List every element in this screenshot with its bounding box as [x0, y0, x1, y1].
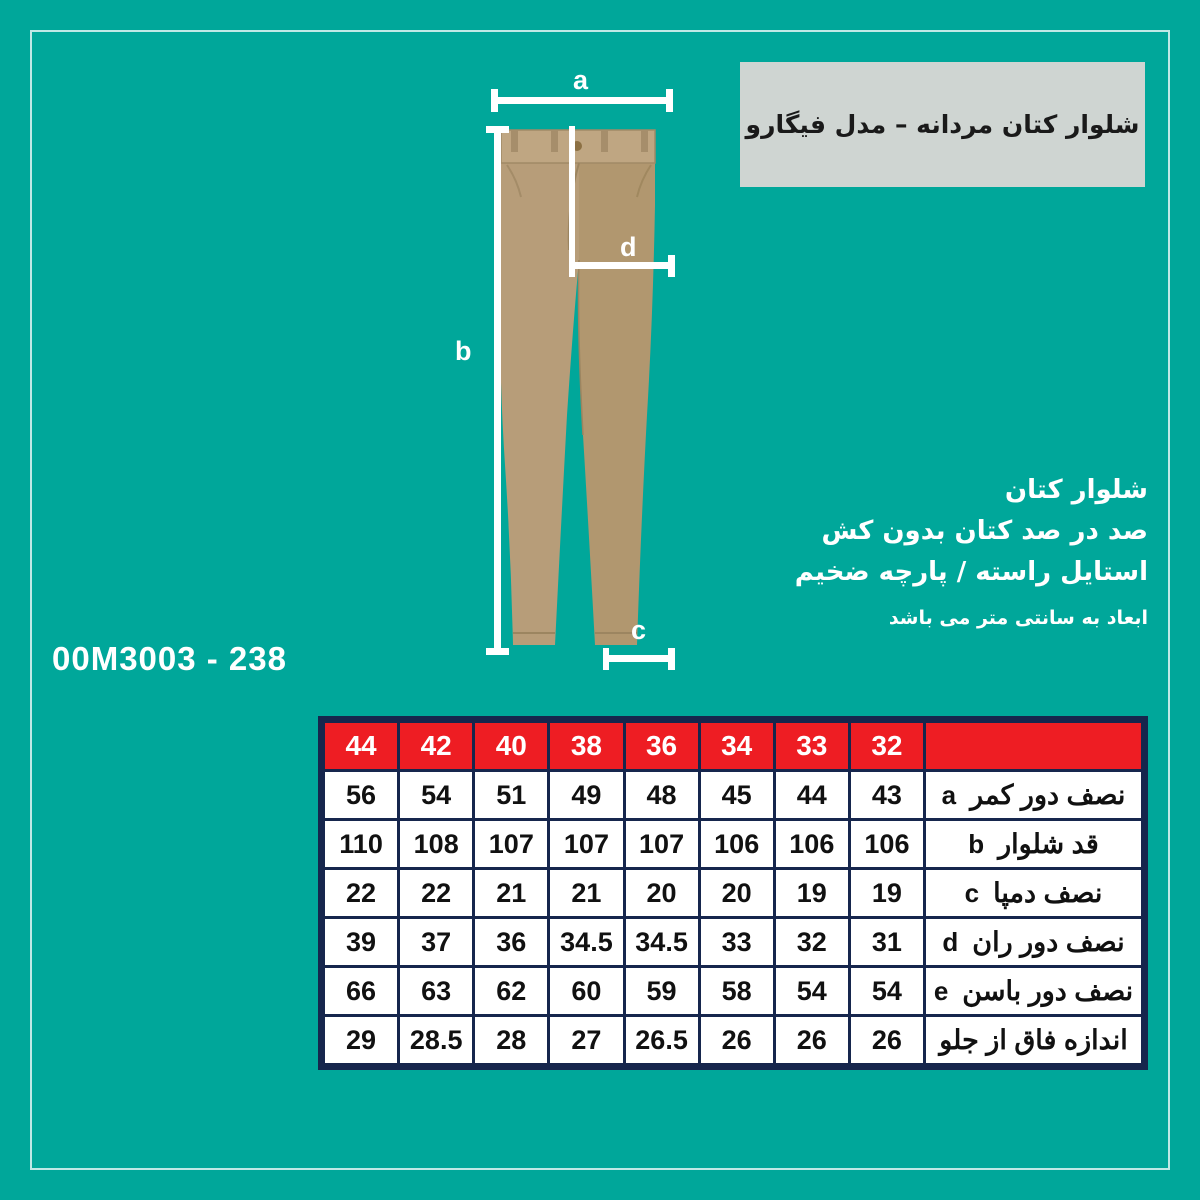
header-size-34: 34: [701, 723, 773, 769]
cell-r5-c1: 28.5: [400, 1017, 472, 1063]
header-size-40: 40: [475, 723, 547, 769]
row-label-a-letter: a: [941, 779, 957, 810]
row-label-c-letter: c: [964, 877, 980, 908]
cell-r1-c0: 110: [325, 821, 397, 867]
table-row: [325, 772, 1141, 818]
row-label-b-text: قد شلوار: [998, 828, 1099, 859]
table-row: [325, 919, 1141, 965]
product-description: [728, 470, 1148, 633]
cell-r2-c4: 20: [626, 870, 698, 916]
cell-r2-c6: 19: [776, 870, 848, 916]
measure-cap-b-top: [486, 126, 509, 133]
description-line-2: صد در صد کتان بدون کش: [821, 516, 1148, 547]
measure-label-b: b: [455, 336, 472, 366]
cell-r3-c5: 33: [701, 919, 773, 965]
measure-cap-c-left: [603, 648, 609, 670]
measure-cap-c-right: [668, 648, 675, 670]
cell-r1-c4: 107: [626, 821, 698, 867]
cell-r3-c2: 36: [475, 919, 547, 965]
row-label-a-text: نصف دور کمر: [970, 779, 1126, 810]
cell-r0-c0: 56: [325, 772, 397, 818]
row-label-b: [926, 821, 1141, 867]
cell-r5-c2: 28: [475, 1017, 547, 1063]
header-size-36: 36: [626, 723, 698, 769]
header-size-33: 33: [776, 723, 848, 769]
cell-r0-c3: 49: [550, 772, 622, 818]
cell-r4-c3: 60: [550, 968, 622, 1014]
measure-line-b: [494, 128, 501, 655]
cell-r4-c5: 58: [701, 968, 773, 1014]
cell-r3-c3: 34.5: [550, 919, 622, 965]
measure-cap-a-right: [666, 89, 673, 112]
measure-guide-d-vertical: [569, 126, 575, 264]
row-label-rise: [926, 1017, 1141, 1063]
cell-r0-c7: 43: [851, 772, 923, 818]
header-size-44: 44: [325, 723, 397, 769]
header-label-blank: [926, 723, 1141, 769]
cell-r1-c6: 106: [776, 821, 848, 867]
product-title: شلوار کتان مردانه – مدل فیگارو: [745, 110, 1140, 139]
measure-cap-d-right: [668, 255, 675, 277]
cell-r5-c0: 29: [325, 1017, 397, 1063]
measure-line-d: [569, 262, 675, 269]
table-row: [325, 870, 1141, 916]
row-label-d-text: نصف دور ران: [972, 926, 1125, 957]
size-table: [322, 720, 1144, 1066]
table-row: [325, 1017, 1141, 1063]
description-line-3: استایل راسته / پارچه ضخیم: [794, 557, 1148, 588]
cell-r2-c0: 22: [325, 870, 397, 916]
cell-r4-c7: 54: [851, 968, 923, 1014]
cell-r3-c4: 34.5: [626, 919, 698, 965]
measure-cap-d-left: [569, 255, 575, 277]
row-label-d-letter: d: [942, 926, 959, 957]
description-note: ابعاد به سانتی متر می باشد: [888, 607, 1148, 630]
row-label-a: [926, 772, 1141, 818]
header-size-38: 38: [550, 723, 622, 769]
measure-cap-b-bottom: [486, 648, 509, 655]
cell-r4-c1: 63: [400, 968, 472, 1014]
header-size-32: 32: [851, 723, 923, 769]
table-row: [325, 821, 1141, 867]
row-label-c: [926, 870, 1141, 916]
cell-r4-c2: 62: [475, 968, 547, 1014]
cell-r5-c4: 26.5: [626, 1017, 698, 1063]
cell-r3-c6: 32: [776, 919, 848, 965]
cell-r5-c7: 26: [851, 1017, 923, 1063]
cell-r0-c6: 44: [776, 772, 848, 818]
cell-r2-c1: 22: [400, 870, 472, 916]
cell-r1-c3: 107: [550, 821, 622, 867]
product-code: 00M3003 - 238: [52, 640, 287, 677]
cell-r4-c6: 54: [776, 968, 848, 1014]
measure-cap-a-left: [491, 89, 498, 112]
row-label-d: [926, 919, 1141, 965]
measure-line-c: [603, 655, 675, 662]
cell-r0-c1: 54: [400, 772, 472, 818]
measure-label-d: d: [620, 232, 637, 262]
measure-line-a: [493, 97, 673, 104]
row-label-e: [926, 968, 1141, 1014]
cell-r0-c4: 48: [626, 772, 698, 818]
cell-r3-c0: 39: [325, 919, 397, 965]
cell-r1-c7: 106: [851, 821, 923, 867]
table-row: [325, 968, 1141, 1014]
size-table-container: [318, 716, 1148, 1070]
measure-label-a: a: [573, 65, 589, 95]
row-label-c-text: نصف دمپا: [993, 877, 1103, 908]
cell-r2-c3: 21: [550, 870, 622, 916]
row-label-rise-text: اندازه فاق از جلو: [939, 1024, 1128, 1055]
cell-r4-c4: 59: [626, 968, 698, 1014]
cell-r4-c0: 66: [325, 968, 397, 1014]
description-line-1: شلوار کتان: [1004, 475, 1148, 505]
cell-r5-c6: 26: [776, 1017, 848, 1063]
cell-r1-c1: 108: [400, 821, 472, 867]
cell-r5-c5: 26: [701, 1017, 773, 1063]
measure-label-c: c: [631, 615, 647, 645]
cell-r1-c5: 106: [701, 821, 773, 867]
row-label-b-letter: b: [968, 828, 985, 859]
cell-r1-c2: 107: [475, 821, 547, 867]
header-size-42: 42: [400, 723, 472, 769]
cell-r0-c2: 51: [475, 772, 547, 818]
cell-r2-c5: 20: [701, 870, 773, 916]
cell-r5-c3: 27: [550, 1017, 622, 1063]
cell-r2-c2: 21: [475, 870, 547, 916]
product-title-box: [740, 62, 1145, 187]
table-header-row: [325, 723, 1141, 769]
row-label-e-text: نصف دور باسن: [962, 975, 1134, 1006]
cell-r2-c7: 19: [851, 870, 923, 916]
cell-r0-c5: 45: [701, 772, 773, 818]
cell-r3-c7: 31: [851, 919, 923, 965]
cell-r3-c1: 37: [400, 919, 472, 965]
row-label-e-letter: e: [933, 975, 949, 1006]
